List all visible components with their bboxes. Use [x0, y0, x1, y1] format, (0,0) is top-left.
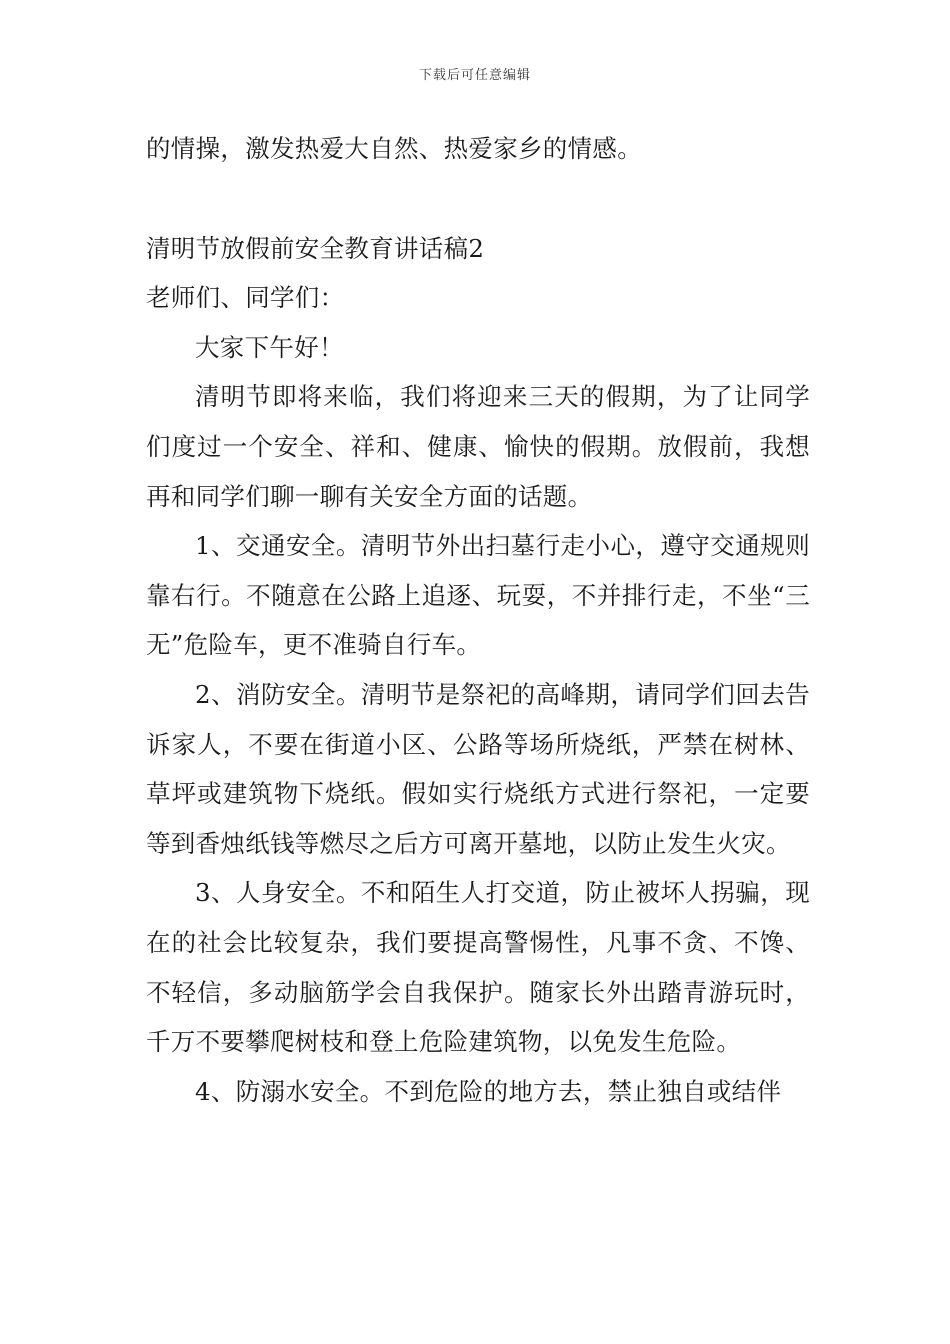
paragraph-traffic-safety: 1、交通安全。清明节外出扫墓行走小心，遵守交通规则靠右行。不随意在公路上追逐、玩耍，不并排行走，不坐“三无”危险车，更不准骑自行车。 [146, 531, 810, 660]
paragraph-fire-safety: 2、消防安全。清明节是祭祀的高峰期，请同学们回去告诉家人，不要在街道小区、公路等场所烧纸，严禁在树林、草坪或建筑物下烧纸。假如实行烧纸方式进行祭祀，一定要等到香烛纸钱等燃尽之后方可离开墓地，以防止发生火灾。 [146, 679, 810, 858]
paragraph-drowning-safety: 4、防溺水安全。不到危险的地方去，禁止独自或结伴 [195, 1076, 782, 1106]
salutation: 老师们、同学们： [146, 283, 345, 313]
paragraph-intro: 清明节即将来临，我们将迎来三天的假期，为了让同学们度过一个安全、祥和、健康、愉快的假期。放假前，我想再和同学们聊一聊有关安全方面的话题。 [146, 382, 810, 511]
document-body [146, 124, 810, 1116]
continuation-line: 的情操，激发热爱大自然、热爱家乡的情感。 [146, 134, 642, 163]
document-title: 清明节放假前安全教育讲话稿2 [146, 233, 485, 263]
greeting: 大家下午好！ [195, 332, 344, 362]
paragraph-personal-safety: 3、人身安全。不和陌生人打交道，防止被坏人拐骗，现在的社会比较复杂，我们要提高警惕性，凡事不贪、不馋、不轻信，多动脑筋学会自我保护。随家长外出踏青游玩时，千万不要攀爬树枝和登上危险建筑物，以免发生危险。 [146, 878, 810, 1057]
page-header: 下载后可任意编辑 [418, 68, 531, 83]
